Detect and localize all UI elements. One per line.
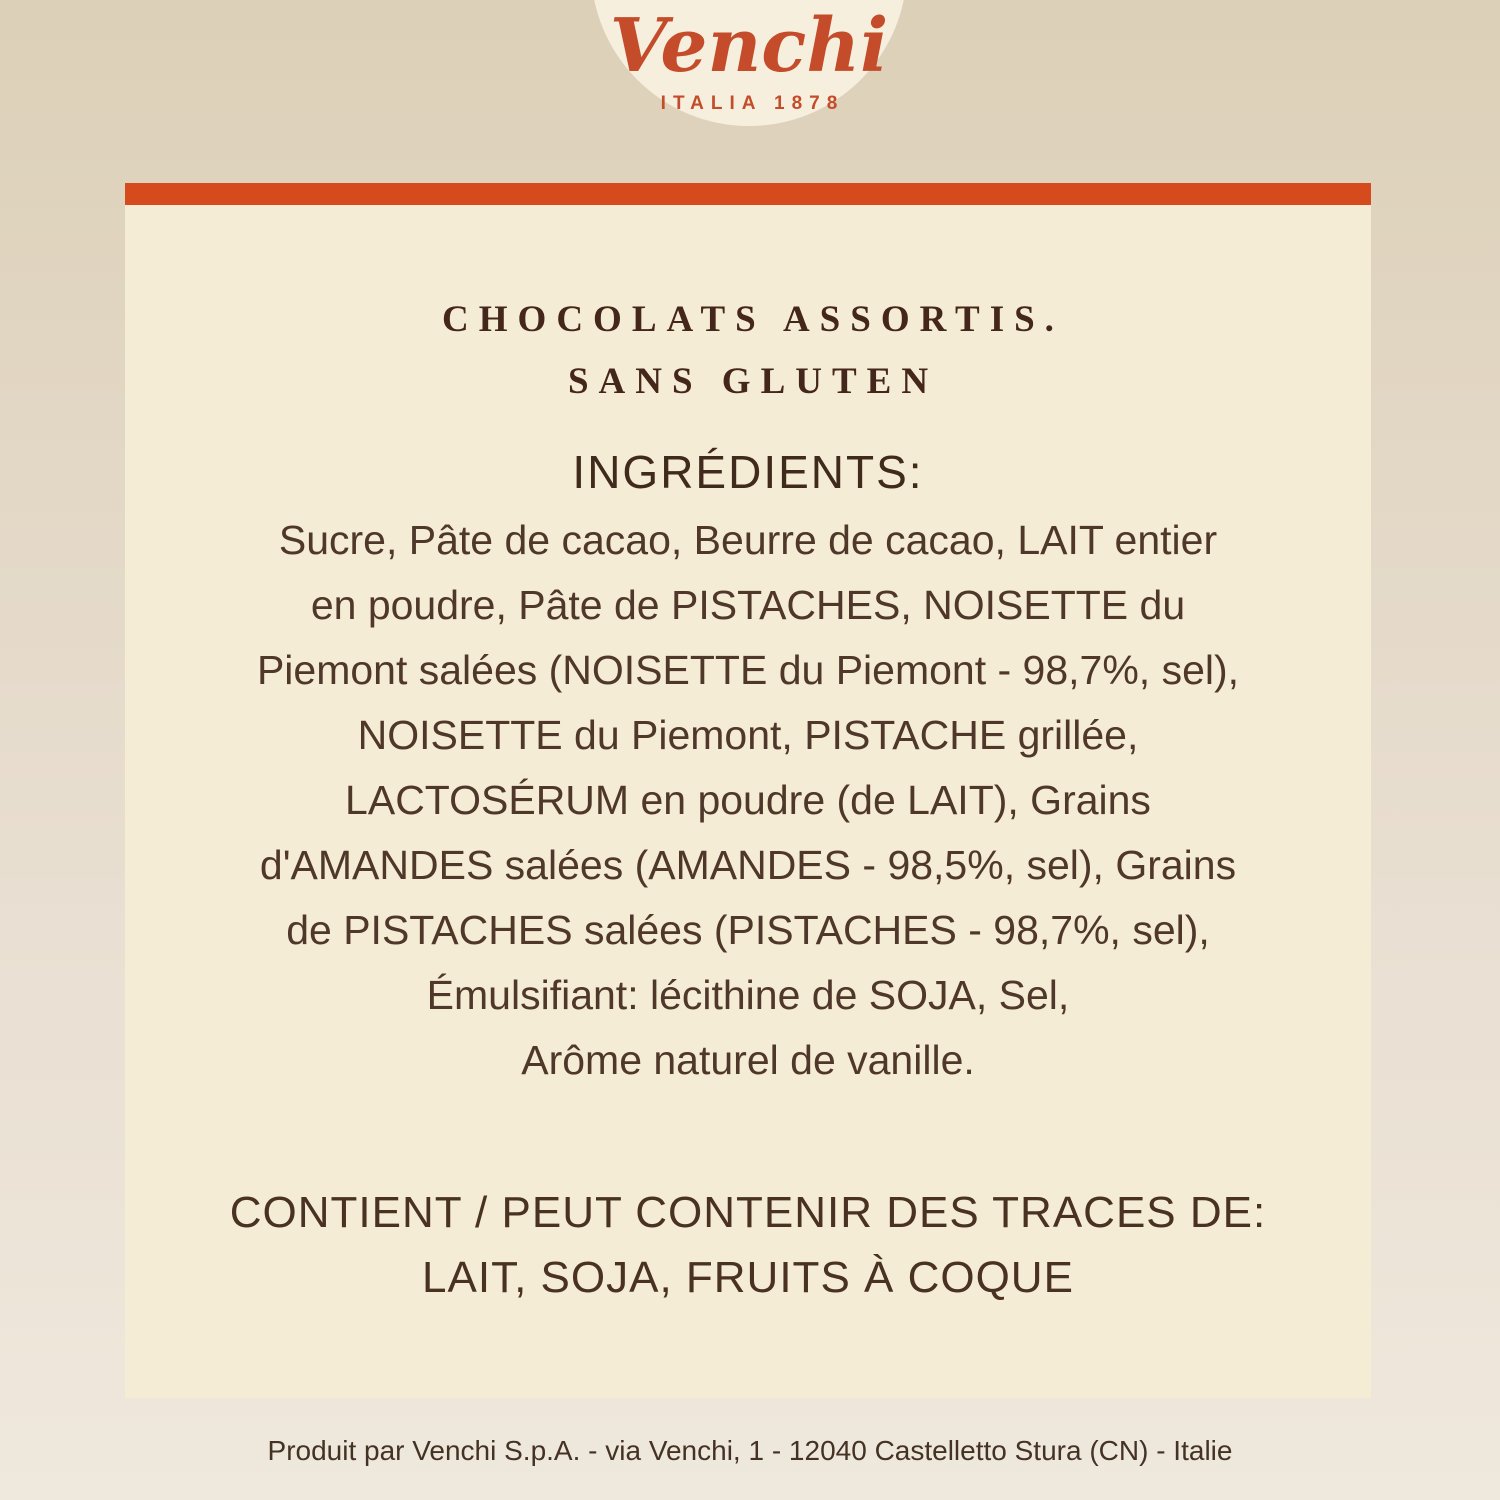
brand-logo-circle: [591, 0, 907, 126]
allergen-statement-line2: LAIT, SOJA, FRUITS À COQUE: [422, 1253, 1074, 1302]
product-title-line1: CHOCOLATS ASSORTIS.: [442, 299, 1064, 340]
ingredients-line: Arôme naturel de vanille.: [521, 1037, 975, 1083]
ingredients-heading: INGRÉDIENTS:: [572, 446, 924, 498]
brand-wordmark: Venchi: [609, 3, 889, 89]
product-title-line2: SANS GLUTEN: [567, 361, 939, 402]
ingredients-line: LACTOSÉRUM en poudre (de LAIT), Grains: [345, 777, 1151, 823]
allergen-statement-line1: CONTIENT / PEUT CONTENIR DES TRACES DE:: [229, 1188, 1267, 1237]
ingredients-line: en poudre, Pâte de PISTACHES, NOISETTE du: [310, 582, 1186, 628]
ingredients-line: NOISETTE du Piemont, PISTACHE grillée,: [357, 712, 1139, 758]
ingredients-line: d'AMANDES salées (AMANDES - 98,5%, sel), Grains: [259, 842, 1237, 888]
ingredients-line: Piemont salées (NOISETTE du Piemont - 98,7%, sel),: [256, 647, 1240, 693]
allergen-statement: [125, 1180, 1371, 1310]
ingredients-text: [125, 508, 1371, 1093]
brand-tagline: ITALIA 1878: [660, 93, 845, 114]
product-title: [125, 289, 1371, 413]
ingredients-line: Émulsifiant: lécithine de SOJA, Sel,: [426, 972, 1070, 1018]
ingredients-panel: [125, 183, 1371, 1398]
ingredients-line: Sucre, Pâte de cacao, Beurre de cacao, LAIT entier: [278, 517, 1218, 563]
producer-info: Produit par Venchi S.p.A. - via Venchi, 1 - 12040 Castelletto Stura (CN) - Italie: [267, 1435, 1233, 1466]
accent-bar: [125, 183, 1371, 205]
ingredients-line: de PISTACHES salées (PISTACHES - 98,7%, sel),: [286, 907, 1210, 953]
